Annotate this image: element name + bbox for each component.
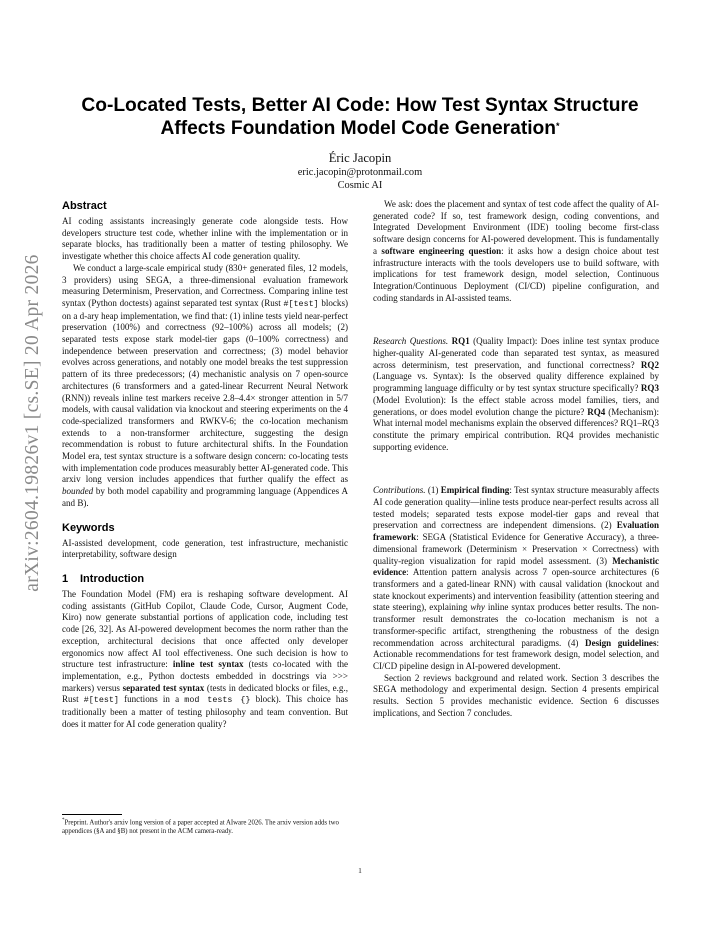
section-title: Introduction [80,572,145,585]
inline-code: #[test] [283,298,319,309]
contribution-4-text: : Actionable recommendations for test framework design, model selection, and CI/CD pipeline design in AI-powered development. [373,637,659,671]
spacer [373,453,659,485]
rq4-text: (Mechanism): What internal model mechanisms explain the observed differences? RQ1–RQ3 constitute the primary empirical contribution. RQ4 provides mechanistic supporting evidence. [373,406,660,452]
bold-term: inline test syntax [172,659,244,670]
rq3-text: (Model Evolution): Is the effect stable across model families, tiers, and generations, or does model evolution change the picture? [373,394,659,417]
abstract-paragraph-2 [62,263,348,510]
introduction-heading [62,572,348,586]
emphasis: bounded [62,486,94,497]
paragraph-title: Research Questions. [373,336,449,347]
footnote-text: Preprint. Author's arxiv long version of a paper accepted at AIware 2026. The arxiv version adds two appendices (§A and §B) not present in the ACM camera-ready. [62,819,339,835]
rq3-label: RQ3 [640,383,659,394]
spacer [62,510,348,521]
bold-term: software engineering question [381,245,502,256]
title-line-1: Co-Located Tests, Better AI Code: How Test Syntax Structure [81,95,639,116]
intro-text-c: (tests in dedicated blocks or files, e.g., Rust [62,682,348,705]
paper-outline-paragraph: Section 2 reviews background and related work. Section 3 describes the SEGA methodology and experimental design. Section 4 presents empirical results. Section 5 provides mechanistic evidence. Section 6 discusses implications, and Section 7 concludes. [373,672,659,718]
footnote [62,817,352,836]
intro-text-b: (tests co-located with the implementation, e.g., Python doctests embedded in docstrings via >>> markers) versus [62,659,349,693]
abstract-heading: Abstract [62,200,107,212]
contribution-lead: (1) [425,485,441,496]
rq4-label: RQ4 [587,406,606,417]
spacer [373,304,659,336]
contribution-1-text: : Test syntax structure measurably affects AI code generation quality—inline tests produce near-perfect results across all tested models; separated tests expose model-tier gaps and reveal that preservation and correctness are independent dimensions. (2) [373,485,659,531]
title-line-2-text: Affects Foundation Model Code Generation [160,118,556,139]
rq2-label: RQ2 [640,359,659,370]
abstract-text-c: by both model capability and programming language (Appendices A and B). [62,486,348,508]
contribution-3-label: Mechanistic evidence [373,555,659,578]
introduction-paragraph-2 [373,199,659,304]
intro-text-g: : it asks how a design choice about test infrastructure interacts with the tools developers use to build software, with implications for test framework design, model selection, Continuous Integration/Continuous Deployment (CI/CD) pipeline configuration, and coding standards in AI-assisted teams. [373,245,659,303]
spacer [62,561,348,572]
intro-text-a: The Foundation Model (FM) era is reshaping software development. AI coding assistants (GitHub Copilot, Claude Code, Cursor, Augment Code, Kiro) now generate substantial portions of application code, including test code [26, 32]. As AI-powered development becomes the norm rather than the exception, architectural decisions that once affected only developer ergonomics now affect AI tool effectiveness. One such decision is how to structure test infrastructure: [62,588,348,670]
contribution-1-label: Empirical finding [440,485,510,496]
intro-text-e: block). This choice has traditionally been a matter of testing philosophy and team convention. But does it matter for AI code generation quality? [62,694,348,729]
paragraph-title: Contributions. [373,485,426,496]
keywords-text: AI-assisted development, code generation, test infrastructure, mechanistic interpretability, software design [62,537,348,560]
author-affiliation: Cosmic AI [337,180,383,191]
contributions-paragraph [373,485,659,672]
abstract-text-a: We conduct a large-scale empirical study (830+ generated files, 12 models, 3 providers) using SEGA, a three-dimensional evaluation framework measuring Determinism, Preservation, and Correctness. Comparing inline test syntax (Python doctests) against separated test syntax (Rust [62,262,348,308]
contribution-3-text-b: inline syntax produces better results. The non-transformer result demonstrates the co-location mechanism is not a transformer-specific artifact, strengthening the robustness of the design recommendation across architectural paradigms. (4) [373,602,659,648]
footnote-mark: * [62,818,65,823]
title-footnote-mark: * [555,121,560,131]
bold-term: separated test syntax [122,682,205,693]
inline-code: #[test] [83,695,119,706]
title-line-2 [70,117,650,140]
abstract-paragraph-1: AI coding assistants increasingly generate code alongside tests. How developers structure test code, whether inline with the implementation or in separate blocks, has traditionally been a matter of testing philosophy. We investigate whether this choice affects AI code generation quality. [62,216,348,262]
rq1-label: RQ1 [451,336,470,347]
contribution-4-label: Design guidelines [585,637,657,648]
arxiv-identifier-margin [22,178,44,668]
right-column [373,199,659,719]
author-name: Éric Jacopin [328,151,392,165]
rq2-text: (Language vs. Syntax): Is the observed quality difference explained by programming language difficulty or by test syntax structure specifically? [373,371,659,394]
page-number: 1 [358,866,362,875]
left-column [62,199,348,730]
emphasis: why [470,602,485,613]
paper-title [70,94,650,140]
footnote-rule [62,814,122,815]
inline-code: mod tests {} [184,695,251,706]
rq1-text: (Quality Impact): Does inline test syntax produce higher-quality AI-generated code than separated test syntax, as measured across determinism, test preservation, and functional correctness? [373,336,659,370]
contribution-3-text-a: : Attention pattern analysis across 7 open-source architectures (6 transformers and a gated-linear RNN) with causal validation (knockout and state knockout experiments) and intervention feasibility (attention steering and state steering), explaining [373,567,659,613]
abstract-text-b: blocks) on a d-ary heap implementation, we find that: (1) inline tests yield near-perfect preservation (100%) and correctness (92–100%) across all models; (2) separated tests expose stark model-tier gaps (0–100% correctness) and independence between preservation and correctness; (3) model behavior evolves across generations, and notably one model breaks the test suppression pattern of its three predecessors; (4) mechanistic analysis on 7 open-source architectures (6 transformers and a gated-linear Recurrent Neural Network (RNN)) reveals inline test markers receive 2.8–4.4× stronger attention in 5/7 models, with causal validation via knockout and steering experiments on the 4 code-specialized transformers and RWKV-6; the co-location mechanism extends to a non-transformer architecture, suggesting the design recommendation is robust to future architectural shifts. In the Foundation Model era, test syntax structure is a software design concern: co-locating tests with implementation code produces measurably better AI-generated code. This arxiv long version includes appendices that further qualify the effect as [62,297,348,485]
arxiv-identifier[interactable]: arXiv:2604.19826v1 [cs.SE] 20 Apr 2026 [22,254,43,592]
author-email[interactable]: eric.jacopin@protonmail.com [297,167,423,178]
intro-text-f: We ask: does the placement and syntax of test code affect the quality of AI-generated code? If so, test framework design, coding conventions, and Integrated Development Environment (IDE) tooling become first-class software design concerns for AI-powered development. This is fundamentally a [373,199,659,256]
contribution-2-label: Evaluation framework [373,520,659,543]
introduction-paragraph-1 [62,589,348,730]
section-number: 1 [62,572,69,585]
keywords-heading: Keywords [62,521,115,534]
research-questions-paragraph [373,336,659,453]
intro-text-d: functions in a [118,694,185,705]
author-block [210,150,510,192]
contribution-2-text: : SEGA (Statistical Evidence for Generative Accuracy), a three-dimensional framework (Determinism × Preservation × Correctness) with quality-region visualization for rapid model assessment. (3) [373,532,659,566]
